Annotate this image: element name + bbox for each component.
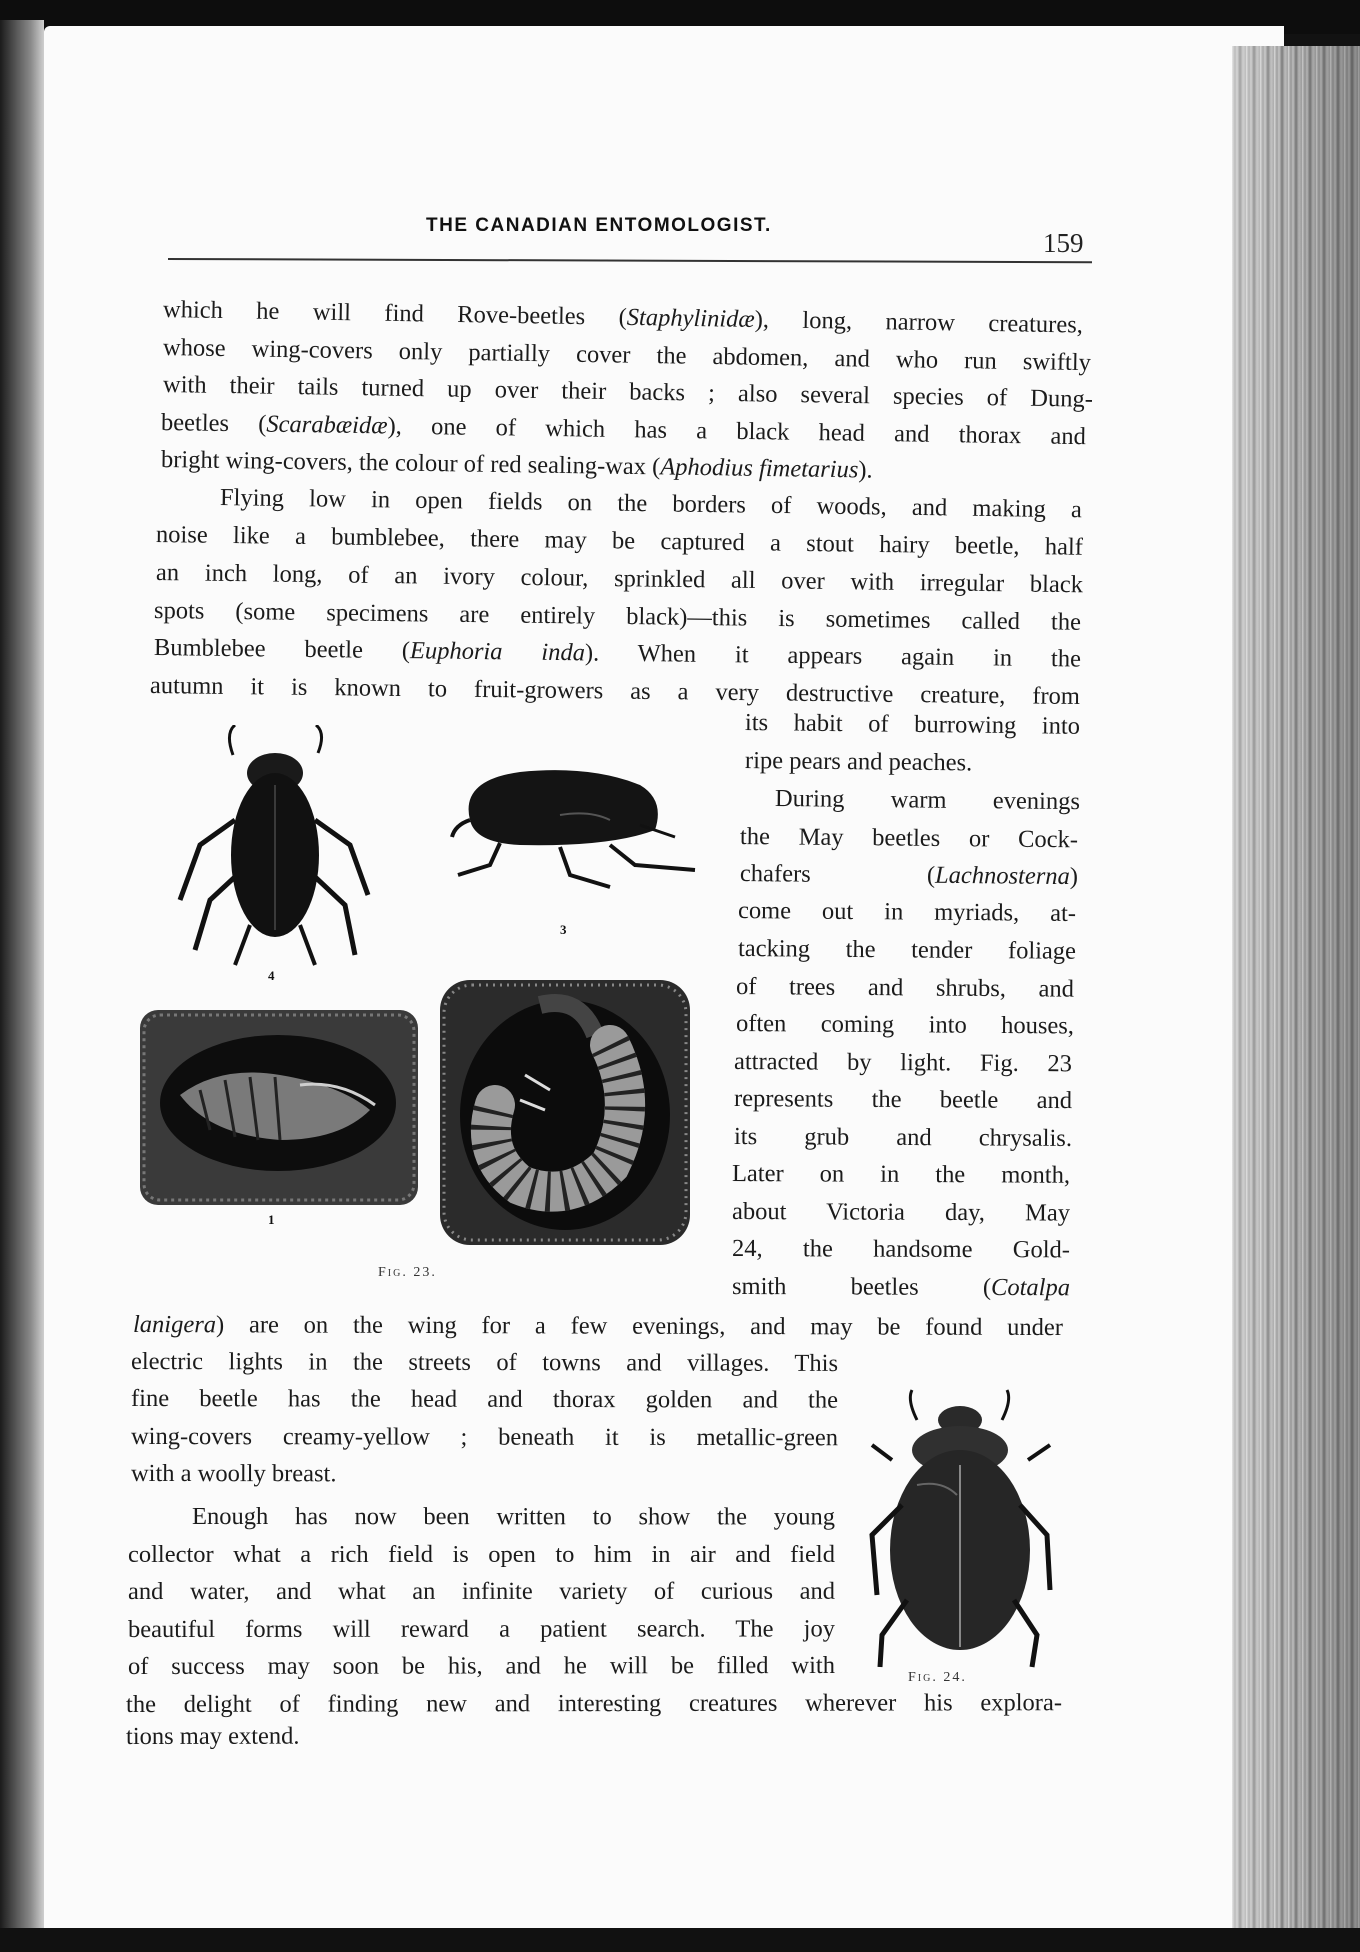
figure-24-caption: Fig. 24. <box>908 1670 967 1685</box>
text-line: attracted by light. Fig. 23 <box>733 1048 1073 1078</box>
text-line: the May beetles or Cock- <box>739 823 1079 854</box>
text-line: about Victoria day, May <box>731 1198 1071 1227</box>
text-line: with a woolly breast. <box>130 1460 337 1488</box>
text-line: bright wing-covers, the colour of red sealing-wax (Aphodius fimetarius). <box>160 446 873 484</box>
book-spine-shadow <box>0 20 44 1952</box>
text-line: spots (some specimens are entirely black)—this is sometimes called the <box>153 597 1082 636</box>
may-beetle-lateral-drawing <box>452 770 695 887</box>
text-line: tions may extend. <box>125 1722 300 1750</box>
figure-part-label: 4 <box>268 968 275 983</box>
text-line: chafers (Lachnosterna) <box>739 860 1079 891</box>
page-number: 159 <box>1043 228 1084 258</box>
chrysalis-in-cell-drawing <box>140 1010 418 1205</box>
scan-bottom-border <box>0 1928 1360 1952</box>
text-line: beetles (Scarabæidæ), one of which has a black head and thorax and <box>160 409 1087 451</box>
grub-in-cell-drawing <box>440 980 690 1245</box>
text-line: represents the beetle and <box>733 1085 1073 1115</box>
text-line: 24, the handsome Gold- <box>731 1235 1071 1264</box>
text-line: noise like a bumblebee, there may be captured a stout hairy beetle, half <box>155 521 1084 561</box>
text-line: lanigera) are on the wing for a few evenings, and may be found under <box>132 1311 1064 1342</box>
text-line: Enough has now been written to show the young <box>191 1503 836 1531</box>
text-line: smith beetles (Cotalpa <box>731 1273 1071 1302</box>
text-line: wing-covers creamy-yellow ; beneath it is metallic-green <box>130 1423 839 1452</box>
text-line: Flying low in open fields on the borders of woods, and making a <box>219 484 1083 524</box>
text-line: of trees and shrubs, and <box>735 973 1075 1003</box>
text-line: with their tails turned up over their backs ; also several species of Dung- <box>162 371 1094 413</box>
text-line: autumn it is known to fruit-growers as a very destructive creature, from <box>149 672 1081 711</box>
text-line: its habit of burrowing into <box>744 709 1081 740</box>
may-beetle-dorsal-drawing <box>180 725 368 965</box>
figure-23-caption: Fig. 23. <box>378 1265 437 1280</box>
text-line: tacking the tender foliage <box>737 935 1077 965</box>
figure-23-illustration <box>140 725 700 1265</box>
text-line: Bumblebee beetle (Euphoria inda). When it appears again in the <box>153 634 1082 673</box>
figure-24-illustration <box>862 1385 1062 1670</box>
text-line: beautiful forms will reward a patient search. The joy <box>127 1615 836 1643</box>
text-line: collector what a rich field is open to him in air and field <box>127 1541 836 1569</box>
figure-part-label: 3 <box>560 922 567 937</box>
text-line: electric lights in the streets of towns and villages. This <box>130 1348 839 1377</box>
page-stack-edge <box>1232 46 1360 1952</box>
text-line: During warm evenings <box>774 785 1081 816</box>
text-line: whose wing-covers only partially cover the abdomen, and who run swiftly <box>162 334 1092 377</box>
text-line: often coming into houses, <box>735 1010 1075 1040</box>
text-line: the delight of finding new and interesting creatures wherever his explora- <box>125 1689 1063 1718</box>
text-line: and water, and what an infinite variety of curious and <box>127 1577 836 1605</box>
text-line: its grub and chrysalis. <box>733 1123 1073 1152</box>
text-line: Later on in the month, <box>731 1160 1071 1189</box>
text-line: of success may soon be his, and he will be filled with <box>127 1652 836 1680</box>
text-line: fine beetle has the head and thorax golden and the <box>130 1385 839 1414</box>
text-line: which he will find Rove-beetles (Staphylinidæ), long, narrow creatures, <box>162 296 1084 339</box>
text-line: ripe pears and peaches. <box>744 747 973 777</box>
text-line: an inch long, of an ivory colour, sprinkled all over with irregular black <box>155 559 1084 599</box>
figure-part-label: 1 <box>268 1212 275 1227</box>
text-line: come out in myriads, at- <box>737 897 1077 927</box>
running-title: THE CANADIAN ENTOMOLOGIST. <box>426 215 772 236</box>
